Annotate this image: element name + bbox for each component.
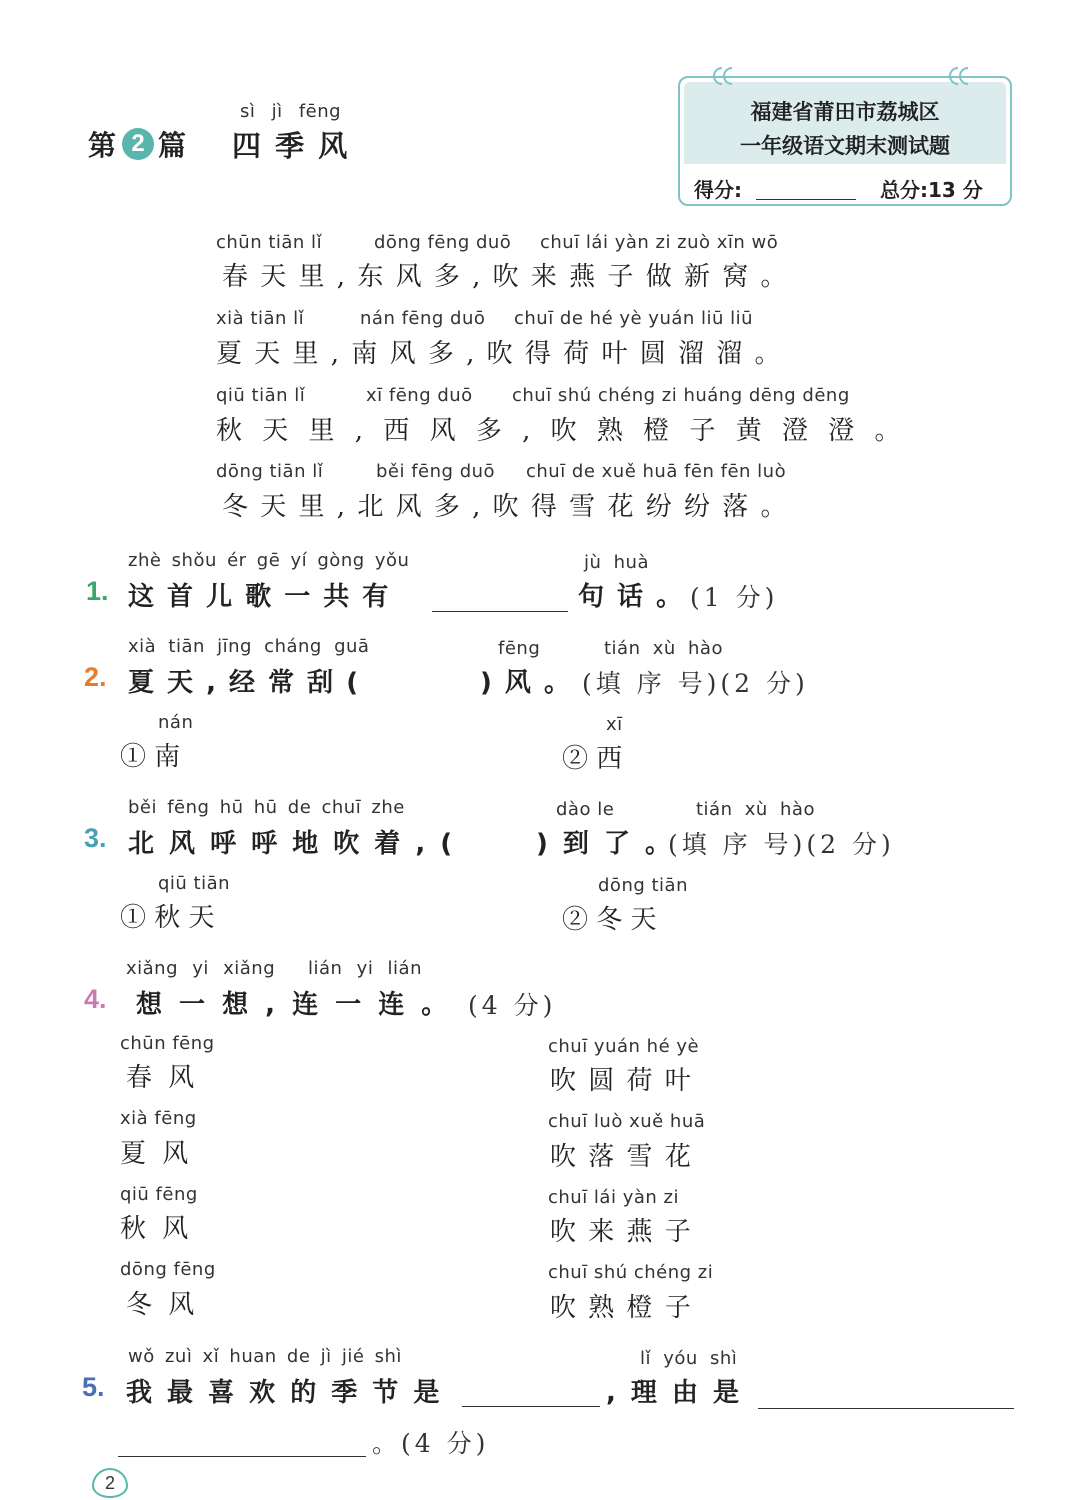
q1-score: (1 分) xyxy=(690,583,779,612)
q4-right-item[interactable]: 吹 来 燕 子 xyxy=(550,1217,693,1247)
q2-number: 2. xyxy=(84,662,107,692)
poem-line: 冬 天 里 , 北 风 多 , 吹 得 雪 花 纷 纷 落 。 xyxy=(222,492,789,522)
q2-opt1-pinyin: nán xyxy=(158,712,194,733)
q5-pinyin: wǒ zuì xǐ huan de jì jié shì xyxy=(128,1346,402,1367)
q5-number: 5. xyxy=(82,1372,105,1402)
q1-number: 1. xyxy=(86,576,109,606)
q3-pinyin: běi fēng hū hū de chuī zhe xyxy=(128,797,405,818)
q3-opt1-pinyin: qiū tiān xyxy=(158,873,231,894)
binder-rings-icon xyxy=(700,62,1000,90)
poem-line: 夏 天 里 , 南 风 多 , 吹 得 荷 叶 圆 溜 溜 。 xyxy=(216,339,783,369)
score-label: 得分: xyxy=(694,178,742,202)
page-number: 2 xyxy=(92,1468,128,1498)
q4-left-pinyin: qiū fēng xyxy=(120,1184,198,1205)
poem-pinyin: chuī lái yàn zi zuò xīn wō xyxy=(540,232,779,253)
q5-text: 我 最 喜 欢 的 季 节 是 xyxy=(126,1378,443,1408)
q2-text-b: ) 风 。 xyxy=(480,668,572,698)
poem-pinyin: xī fēng duō xyxy=(366,385,473,406)
q2-pinyin: xià tiān jīng cháng guā xyxy=(128,636,370,657)
q2-option-2: ② 西 xyxy=(562,744,623,774)
lesson-suffix: 篇 xyxy=(158,129,187,162)
q5-text-b: , 理 由 是 xyxy=(606,1378,743,1408)
q2-opt2-pinyin: xī xyxy=(606,714,623,735)
q4-left-pinyin: dōng fēng xyxy=(120,1259,216,1280)
poem-pinyin: chuī shú chéng zi huáng dēng dēng xyxy=(512,385,850,406)
q4-right-pinyin: chuī lái yàn zi xyxy=(548,1187,679,1208)
score-blank[interactable] xyxy=(756,199,856,200)
q4-left-pinyin: chūn fēng xyxy=(120,1033,215,1054)
q3-answer-blank[interactable] xyxy=(460,856,534,857)
poem-pinyin: chūn tiān lǐ xyxy=(216,232,323,253)
q5-pinyin-b: lǐ yóu shì xyxy=(640,1348,738,1369)
title-pinyin: sì jì fēng xyxy=(240,101,342,122)
lesson-title xyxy=(88,124,116,164)
q3-text: 北 风 呼 呼 地 吹 着 , ( xyxy=(128,829,456,859)
total-score: 总分:13 分 xyxy=(880,178,983,202)
poem-pinyin: běi fēng duō xyxy=(376,461,496,482)
q3-option-2: ② 冬 天 xyxy=(562,905,657,935)
poem-pinyin: chuī de xuě huā fēn fēn luò xyxy=(526,461,787,482)
lesson-number-badge: 2 xyxy=(122,128,154,160)
q4-pinyin: xiǎng yi xiǎng xyxy=(126,958,276,979)
q3-pinyin-c: tián xù hào xyxy=(696,799,815,820)
poem-pinyin: dōng tiān lǐ xyxy=(216,461,324,482)
q4-left-item[interactable]: 夏 风 xyxy=(120,1139,193,1169)
q4-pinyin-b: lián yi lián xyxy=(308,958,422,979)
q2-answer-blank[interactable] xyxy=(400,694,476,695)
q4-left-pinyin: xià fēng xyxy=(120,1108,197,1129)
poem-line: 春 天 里 , 东 风 多 , 吹 来 燕 子 做 新 窝 。 xyxy=(222,262,789,292)
q2-text: 夏 天 , 经 常 刮 ( xyxy=(128,668,361,698)
q1-text: 这 首 儿 歌 一 共 有 xyxy=(128,582,391,612)
q3-text-b: ) 到 了 。 xyxy=(536,829,675,859)
q1-text-b: 句 话 。 xyxy=(578,582,685,612)
q4-right-pinyin: chuī shú chéng zi xyxy=(548,1262,714,1283)
q2-pinyin-c: tián xù hào xyxy=(604,638,723,659)
q4-score: (4 分) xyxy=(468,991,557,1020)
poem-pinyin: dōng fēng duō xyxy=(374,232,512,253)
exam-region: 福建省莆田市荔城区 xyxy=(750,100,940,124)
q4-right-pinyin: chuī yuán hé yè xyxy=(548,1036,700,1057)
q4-right-item[interactable]: 吹 圆 荷 叶 xyxy=(550,1066,693,1096)
q5-reason-blank-2[interactable] xyxy=(118,1456,366,1457)
poem-pinyin: nán fēng duō xyxy=(360,308,486,329)
q3-opt2-pinyin: dōng tiān xyxy=(598,875,688,896)
q4-left-item[interactable]: 春 风 xyxy=(126,1063,199,1093)
q4-left-item[interactable]: 秋 风 xyxy=(120,1214,193,1244)
q2-pinyin-b: fēng xyxy=(498,638,541,659)
q3-option-1: ① 秋 天 xyxy=(120,903,215,933)
q2-score: (填 序 号)(2 分) xyxy=(582,669,809,698)
q5-reason-blank[interactable] xyxy=(758,1408,1014,1409)
q4-text: 想 一 想 , 连 一 连 。 xyxy=(136,990,452,1020)
q5-score: 。(4 分) xyxy=(372,1429,490,1458)
poem-pinyin: xià tiān lǐ xyxy=(216,308,305,329)
q4-right-pinyin: chuī luò xuě huā xyxy=(548,1111,706,1132)
q1-pinyin-b: jù huà xyxy=(584,552,649,573)
q1-answer-blank[interactable] xyxy=(432,611,568,612)
poem-pinyin: qiū tiān lǐ xyxy=(216,385,306,406)
poem-pinyin: chuī de hé yè yuán liū liū xyxy=(514,308,754,329)
lesson-prefix: 第 xyxy=(88,129,117,162)
poem-line: 秋 天 里 , 西 风 多 , 吹 熟 橙 子 黄 澄 澄 。 xyxy=(216,416,907,446)
q5-season-blank[interactable] xyxy=(462,1406,600,1407)
q3-pinyin-b: dào le xyxy=(556,799,615,820)
q4-left-item[interactable]: 冬 风 xyxy=(126,1290,199,1320)
q4-right-item[interactable]: 吹 落 雪 花 xyxy=(550,1142,693,1172)
q3-number: 3. xyxy=(84,823,107,853)
q4-right-item[interactable]: 吹 熟 橙 子 xyxy=(550,1293,693,1323)
q1-pinyin: zhè shǒu ér gē yí gòng yǒu xyxy=(128,550,410,571)
q3-score: (填 序 号)(2 分) xyxy=(668,830,895,859)
q2-option-1: ① 南 xyxy=(120,742,181,772)
page-title: 四 季 风 xyxy=(232,129,350,163)
q4-number: 4. xyxy=(84,984,107,1014)
exam-title: 一年级语文期末测试题 xyxy=(740,134,950,158)
